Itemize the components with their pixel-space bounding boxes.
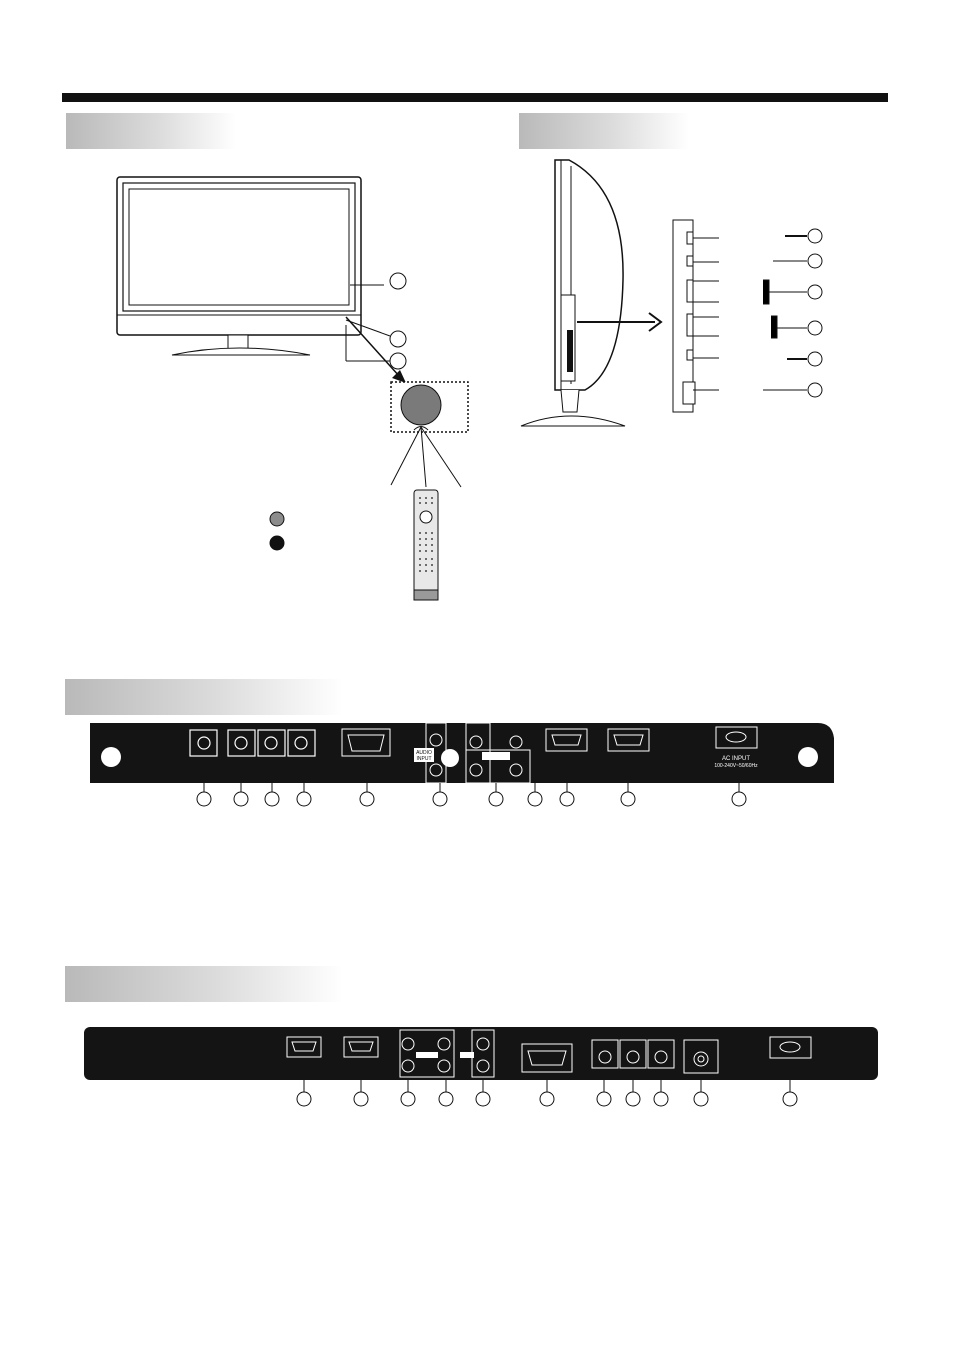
callout-circle [234, 792, 248, 806]
rear-panel-2 [82, 1024, 882, 1114]
usb-port-icon [683, 382, 695, 404]
callout-circle [626, 1092, 640, 1106]
callout-circle [360, 792, 374, 806]
callout-circle [265, 792, 279, 806]
ac-inlet-icon [716, 727, 757, 748]
callout-circle [540, 1092, 554, 1106]
ac-inlet-icon [770, 1037, 811, 1058]
ir-sensor [401, 385, 441, 425]
section-header-rear-panel-1 [65, 679, 343, 715]
callout-circle [476, 1092, 490, 1106]
mounting-hole [101, 747, 121, 767]
callout-circle [808, 383, 822, 397]
vga-port-icon [342, 729, 390, 756]
callout-circle [808, 254, 822, 268]
hdmi-port-icon [287, 1037, 321, 1057]
callout-circle [433, 792, 447, 806]
callout-circle [528, 792, 542, 806]
hdmi-port-icon [608, 729, 649, 751]
remote-control-icon [414, 490, 438, 600]
callout-circle [390, 273, 406, 289]
ac-input-rating: 100-240V~50/60Hz [714, 763, 758, 769]
callout-circle [808, 229, 822, 243]
callout-circle [783, 1092, 797, 1106]
hdmi-port-icon [344, 1037, 378, 1057]
audio-input-label: AUDIO [416, 750, 432, 756]
callout-circle [489, 792, 503, 806]
mounting-hole [798, 747, 818, 767]
callout-circle [694, 1092, 708, 1106]
tv-front-icon [100, 165, 500, 615]
callout-circle [808, 285, 822, 299]
callout-circle [808, 352, 822, 366]
indicator-dot-icon [270, 536, 284, 550]
callout-circle [197, 792, 211, 806]
callout-circle [297, 1092, 311, 1106]
top-rule [62, 93, 888, 102]
callout-circle [354, 1092, 368, 1106]
callout-circle [732, 792, 746, 806]
callout-circle [808, 321, 822, 335]
callout-circle [439, 1092, 453, 1106]
callout-circle [390, 331, 406, 347]
rear-panel-1 [80, 720, 840, 812]
section-header-side-view [519, 113, 689, 149]
callout-circle [401, 1092, 415, 1106]
callout-circle [390, 353, 406, 369]
tv-side-icon [515, 150, 845, 440]
hdmi-port-icon [546, 729, 587, 751]
section-header-rear-panel-2 [65, 966, 343, 1002]
section-header-front-view [66, 113, 236, 149]
callout-circle [560, 792, 574, 806]
callout-circle [297, 792, 311, 806]
callout-circle [597, 1092, 611, 1106]
ac-input-label: AC INPUT [721, 756, 751, 762]
indicator-dot-icon [270, 512, 284, 526]
callout-circle [621, 792, 635, 806]
audio-input-label-line2: INPUT [416, 756, 432, 762]
callout-circle [654, 1092, 668, 1106]
